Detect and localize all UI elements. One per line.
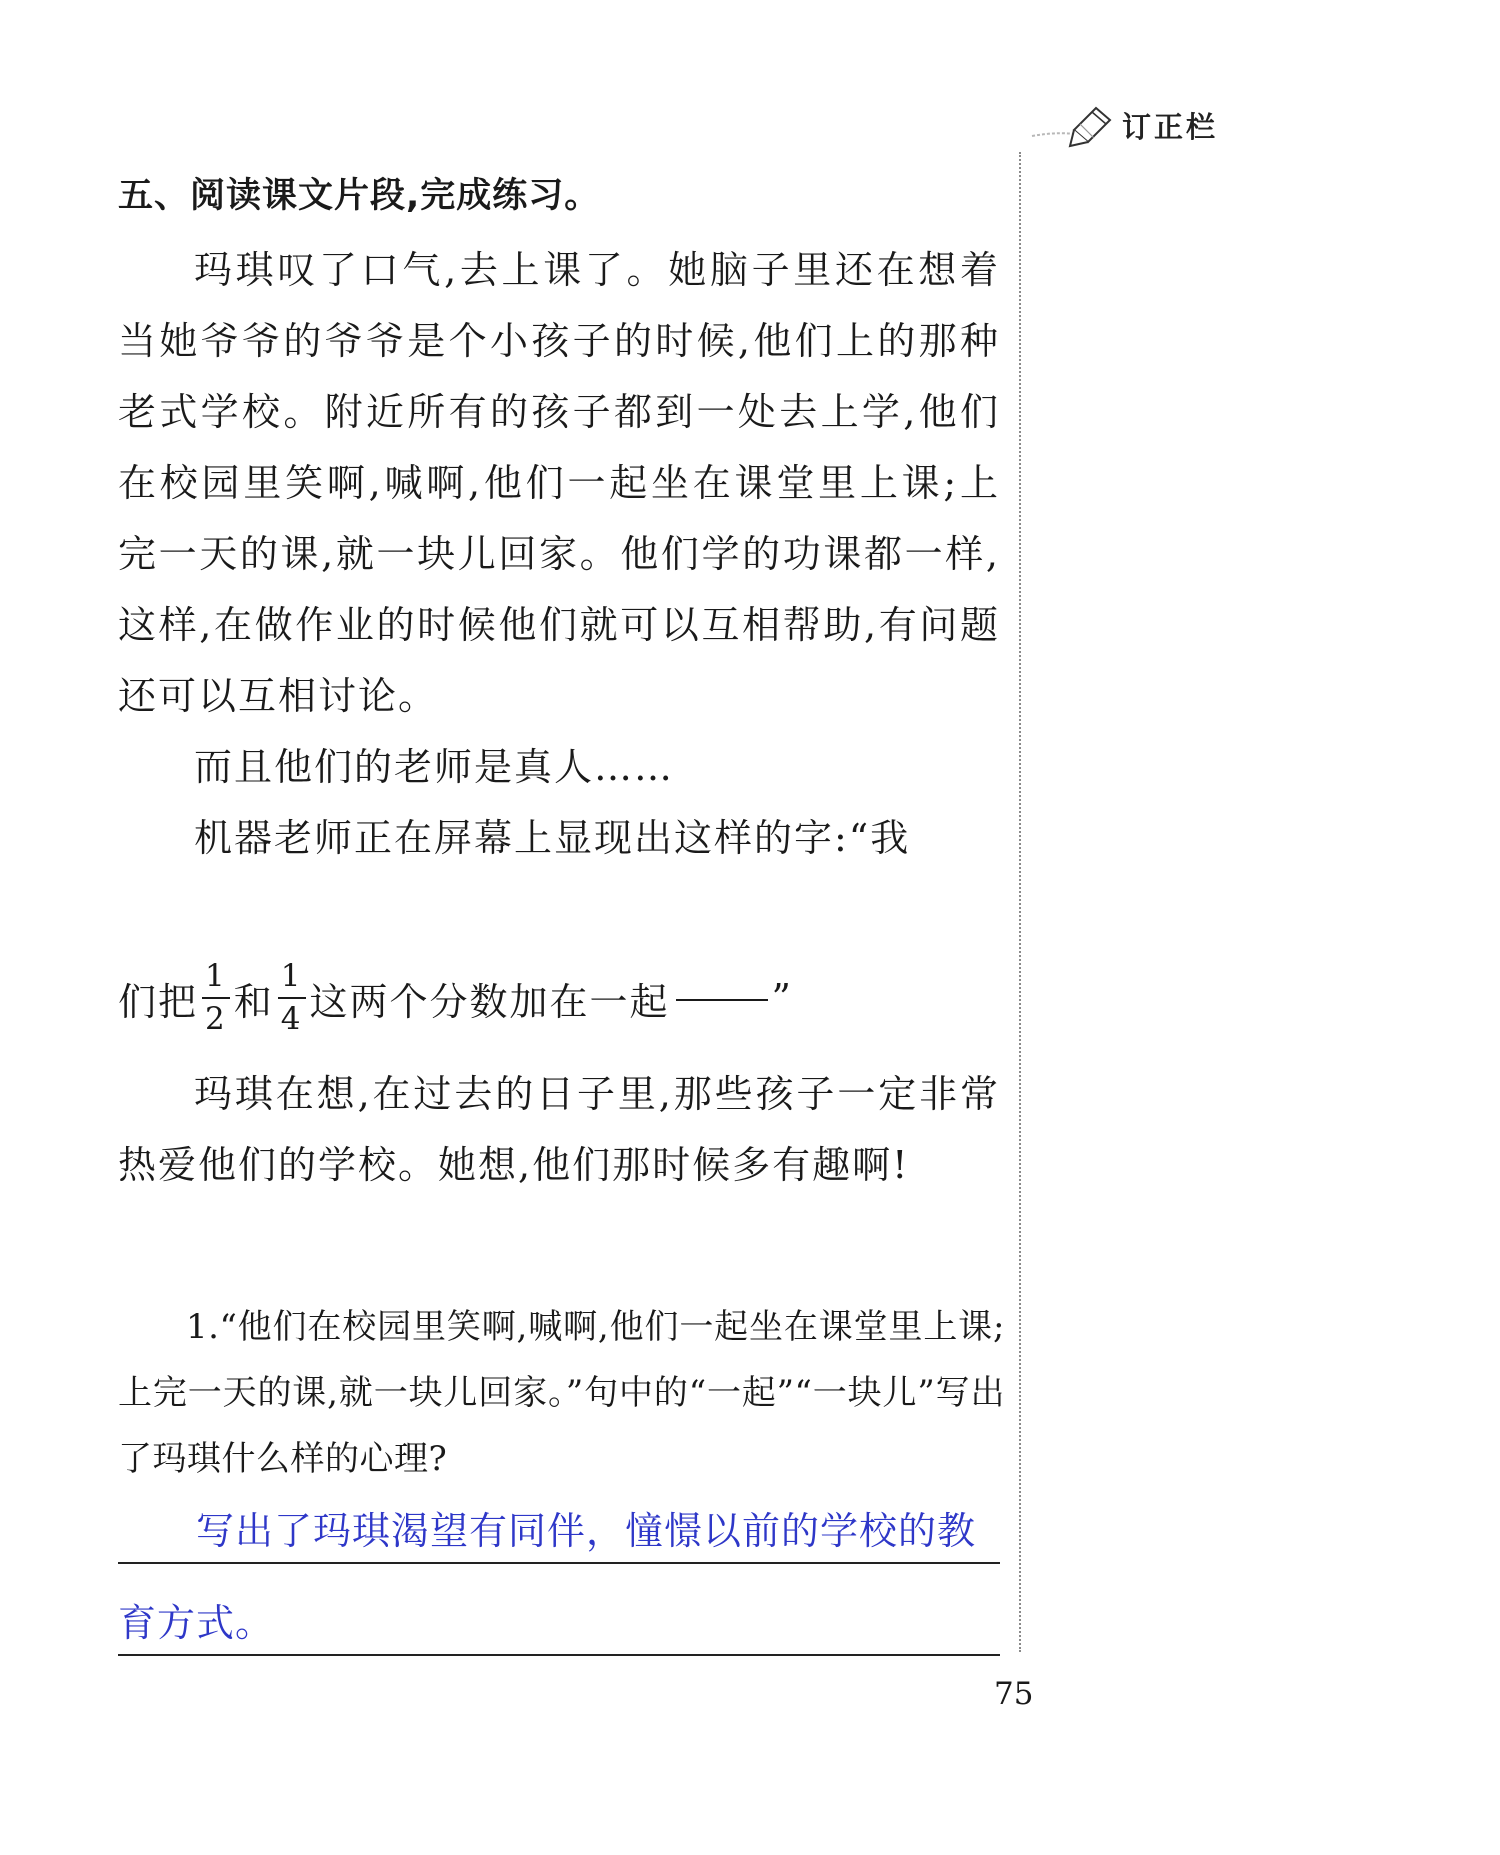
correction-column-label: 订正栏	[1122, 109, 1219, 144]
fraction-one-quarter	[278, 958, 306, 1037]
reading-passage	[118, 235, 1000, 874]
fraction-one-half	[202, 958, 230, 1037]
passage-paragraph: 而且他们的老师是真人……	[194, 745, 675, 789]
closing-quote: ”	[771, 976, 793, 1020]
correction-column-divider	[1019, 152, 1021, 1652]
fraction-line-suffix: 这两个分数加在一起	[309, 979, 670, 1024]
passage-paragraph: 玛琪在想,在过去的日子里,那些孩子一定非常热爱他们的学校。她想,他们那时候多有趣啊!	[118, 1072, 1000, 1187]
question-1: 1.“他们在校园里笑啊,喊啊,他们一起坐在课堂里上课;上完一天的课,就一块儿回家。”句中的“一起”“一块儿”写出了玛琪什么样的心理?	[118, 1307, 1005, 1479]
fraction-line-connector: 和	[233, 979, 274, 1024]
fraction-line	[118, 948, 793, 1048]
answer-line-1: 写出了玛琪渴望有同伴，憧憬以前的学校的教	[118, 1500, 1000, 1564]
fraction-denominator: 4	[280, 1001, 303, 1037]
fraction-numerator: 1	[280, 958, 303, 994]
pencil-icon	[1030, 102, 1120, 148]
fraction-numerator: 1	[205, 958, 227, 994]
answer-line-2: 育方式。	[118, 1592, 1000, 1656]
em-dash	[676, 999, 768, 1001]
fraction-line-prefix: 们把	[118, 979, 199, 1024]
reading-passage-continued	[118, 1059, 1000, 1201]
page-number: 75	[994, 1676, 1034, 1712]
passage-paragraph: 机器老师正在屏幕上显现出这样的字:“我	[194, 816, 911, 860]
passage-paragraph: 玛琪叹了口气,去上课了。她脑子里还在想着当她爷爷的爷爷是个小孩子的时候,他们上的那种老式学校。附近所有的孩子都到一处去上学,他们在校园里笑啊,喊啊,他们一起坐在课堂里上课;上完一天的课,就一块儿回家。他们学的功课都一样,这样,在做作业的时候他们就可以互相帮助,有问题还可以互相讨论。	[118, 248, 1000, 718]
correction-column-header	[1030, 102, 1218, 148]
section-heading: 五、阅读课文片段,完成练习。	[118, 176, 601, 216]
fraction-denominator: 2	[205, 1001, 227, 1037]
